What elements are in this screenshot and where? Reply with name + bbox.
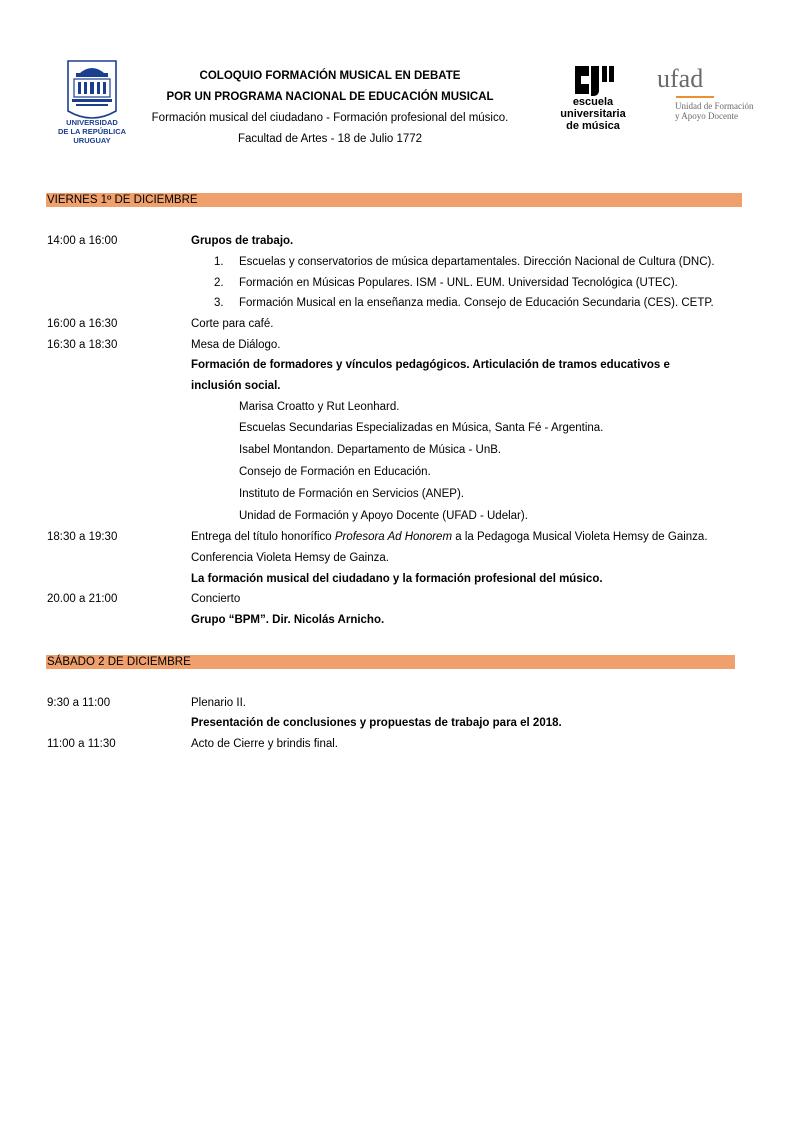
time-slot-6: 9:30 a 11:00 xyxy=(47,697,111,709)
slot-4-text-b: a la Pedagoga Musical Violeta Hemsy de Gainza. xyxy=(452,531,708,543)
time-slot-1: 14:00 a 16:00 xyxy=(47,235,118,247)
list-item: Formación Musical en la enseñanza media. Consejo de Educación Secundaria (CES). CETP. xyxy=(239,297,714,309)
slot-6-topic: Presentación de conclusiones y propuestas de trabajo para el 2018. xyxy=(191,717,562,729)
eum-line-3: de música xyxy=(566,120,620,132)
section-heading-day1: VIERNES 1º DE DICIEMBRE xyxy=(46,193,742,207)
ufad-logo-subtitle xyxy=(675,101,753,121)
slot-4-description xyxy=(191,530,708,544)
time-slot-2: 16:00 a 16:30 xyxy=(47,318,118,330)
ufad-logo-bar xyxy=(676,96,714,98)
speaker-item: Escuelas Secundarias Especializadas en Música, Santa Fé - Argentina. xyxy=(239,422,604,434)
speaker-item: Instituto de Formación en Servicios (ANEP). xyxy=(239,488,464,500)
list-number: 3. xyxy=(214,297,224,309)
udelar-line-2: DE LA REPÚBLICA xyxy=(57,127,127,136)
slot-4-topic: La formación musical del ciudadano y la formación profesional del músico. xyxy=(191,573,603,585)
time-slot-7: 11:00 a 11:30 xyxy=(47,738,116,750)
slot-5-description: Concierto xyxy=(191,593,241,605)
section-heading-day2: SÁBADO 2 DE DICIEMBRE xyxy=(46,655,735,669)
list-number: 1. xyxy=(214,256,224,268)
speaker-item: Unidad de Formación y Apoyo Docente (UFAD - Udelar). xyxy=(239,510,528,522)
speaker-item: Marisa Croatto y Rut Leonhard. xyxy=(239,401,400,413)
header-subtitle: Formación musical del ciudadano - Formación profesional del músico. xyxy=(151,112,509,124)
slot-5-performer: Grupo “BPM”. Dir. Nicolás Arnicho. xyxy=(191,614,385,626)
slot-4-text-a: Entrega del título honorífico xyxy=(191,531,335,543)
eum-line-2: universitaria xyxy=(560,108,626,120)
time-slot-5: 20.00 a 21:00 xyxy=(47,593,118,605)
list-number: 2. xyxy=(214,277,224,289)
slot-7-description: Acto de Cierre y brindis final. xyxy=(191,738,339,750)
eum-line-1: escuela xyxy=(572,96,614,108)
slot-3-topic-line-1: Formación de formadores y vínculos pedagógicos. Articulación de tramos educativos e xyxy=(191,359,670,371)
slot-3-topic-line-2: inclusión social. xyxy=(191,380,281,392)
speaker-item: Consejo de Formación en Educación. xyxy=(239,466,431,478)
slot-3-description: Mesa de Diálogo. xyxy=(191,339,281,351)
header-title-line-2: POR UN PROGRAMA NACIONAL DE EDUCACIÓN MUSICAL xyxy=(166,91,494,103)
header-location: Facultad de Artes - 18 de Julio 1772 xyxy=(237,133,423,145)
ufad-logo-word: ufad xyxy=(657,64,704,93)
slot-2-description: Corte para café. xyxy=(191,318,274,330)
time-slot-4: 18:30 a 19:30 xyxy=(47,531,118,543)
ufad-sub-line-2: y Apoyo Docente xyxy=(675,111,738,121)
udelar-line-3: URUGUAY xyxy=(73,136,111,145)
udelar-logo-text xyxy=(56,118,128,145)
slot-1-title: Grupos de trabajo. xyxy=(191,235,294,247)
header-title-line-1: COLOQUIO FORMACIÓN MUSICAL EN DEBATE xyxy=(199,70,461,82)
ufad-sub-line-1: Unidad de Formación xyxy=(675,101,754,111)
list-item: Formación en Músicas Populares. ISM - UNL. EUM. Universidad Tecnológica (UTEC). xyxy=(239,277,678,289)
speaker-item: Isabel Montandon. Departamento de Música - UnB. xyxy=(239,444,502,456)
slot-4-conference: Conferencia Violeta Hemsy de Gainza. xyxy=(191,552,389,564)
udelar-line-1: UNIVERSIDAD xyxy=(66,118,118,127)
time-slot-3: 16:30 a 18:30 xyxy=(47,339,118,351)
eum-logo-text xyxy=(548,96,638,132)
slot-4-title-italic: Profesora Ad Honorem xyxy=(334,531,453,543)
slot-6-description: Plenario II. xyxy=(191,697,246,709)
list-item: Escuelas y conservatorios de música departamentales. Dirección Nacional de Cultura (DNC). xyxy=(239,256,715,268)
